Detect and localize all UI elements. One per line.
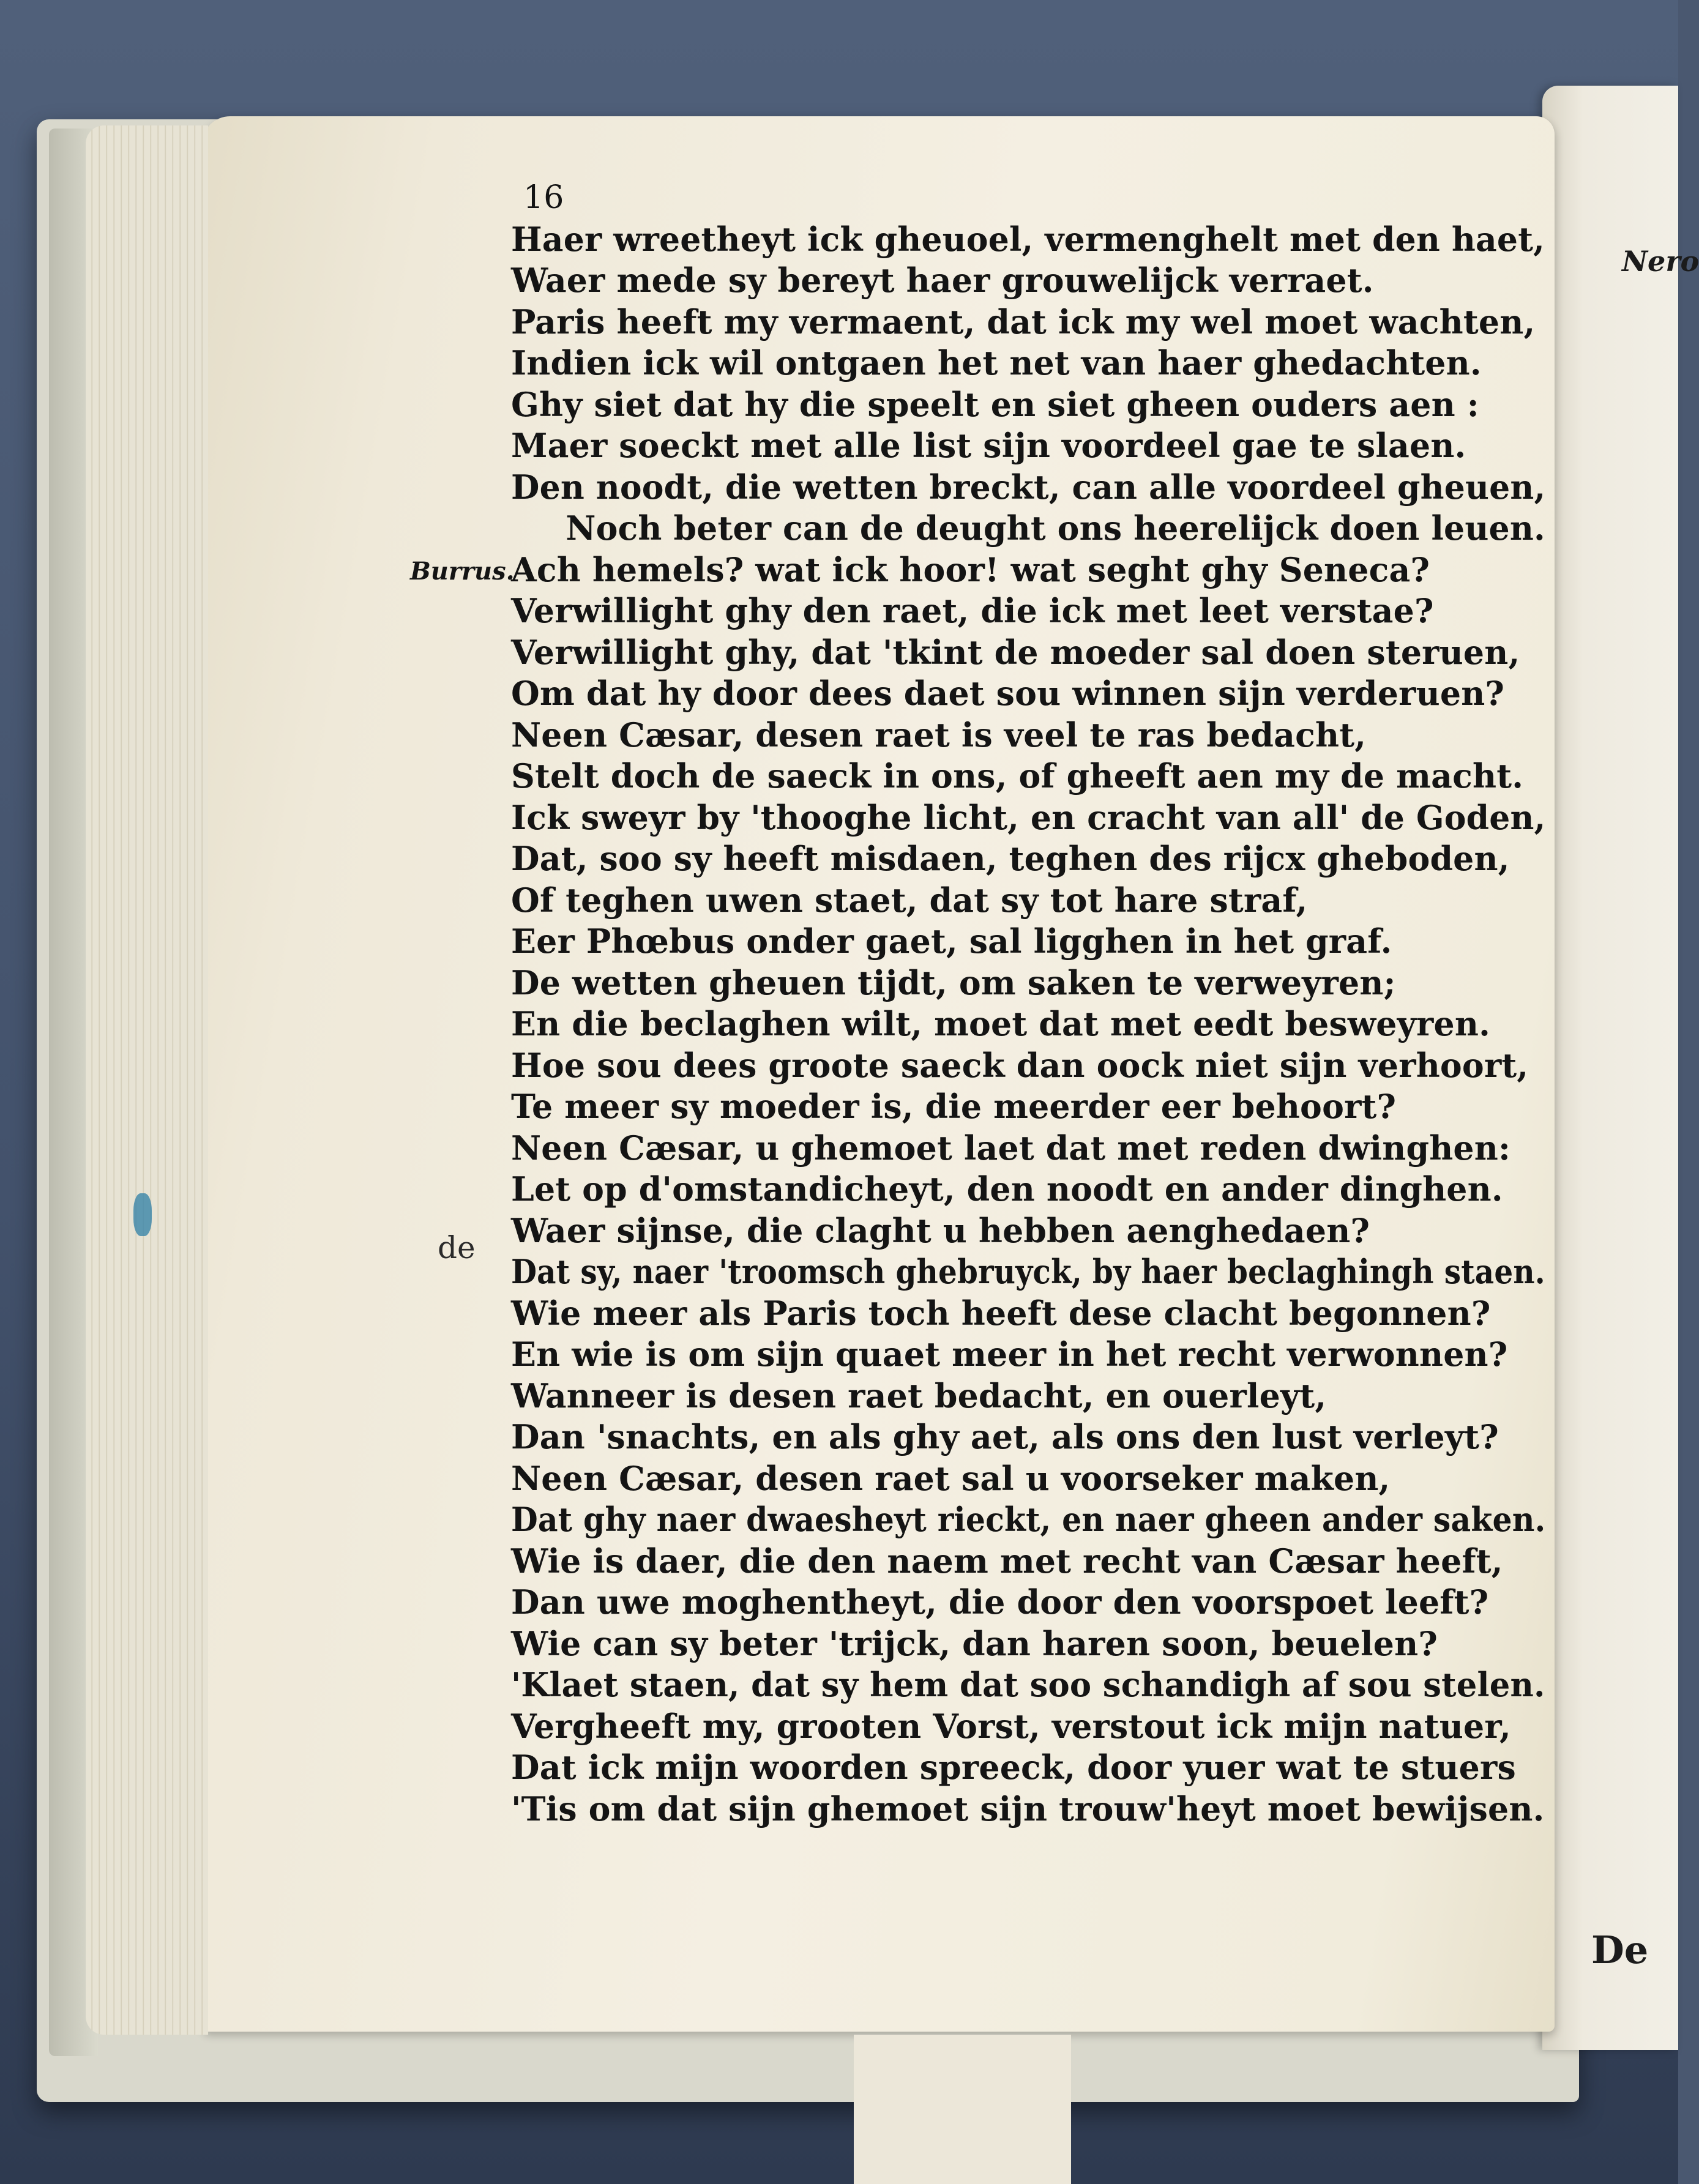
verse-line: Te meer sy moeder is, die meerder eer behoort? <box>511 1087 1397 1126</box>
verse-line: En wie is om sijn quaet meer in het recht verwonnen? <box>511 1335 1508 1374</box>
verse-line: Paris heeft my vermaent, dat ick my wel moet wachten, <box>511 302 1536 341</box>
verse-line: De wetten gheuen tijdt, om saken te verweyren; <box>511 963 1396 1002</box>
verse-line: En die beclaghen wilt, moet dat met eedt besweyren. <box>511 1004 1490 1043</box>
ink-stain <box>133 1193 152 1236</box>
verse-line: Maer soeckt met alle list sijn voordeel gae te slaen. <box>511 426 1466 465</box>
verse-line: Stelt doch de saeck in ons, of gheeft aen my de macht. <box>511 756 1524 796</box>
verse-line: Noch beter can de deught ons heerelijck doen leuen. <box>566 509 1545 548</box>
verse-line: Ach hemels? wat ick hoor! wat seght ghy Seneca? <box>511 550 1430 589</box>
verse-line: Wie is daer, die den naem met recht van Cæsar heeft, <box>511 1541 1503 1581</box>
verse-text-block <box>511 177 1552 1830</box>
verse-line: Wanneer is desen raet bedacht, en ouerleyt, <box>511 1376 1327 1415</box>
verse-line: Waer sijnse, die claght u hebben aenghedaen? <box>511 1210 1370 1250</box>
facing-catchword: De <box>1591 1928 1649 1972</box>
verse-line: Neen Cæsar, desen raet is veel te ras bedacht, <box>511 715 1367 755</box>
page-number: 16 <box>523 179 564 216</box>
verse-line: 'Klaet staen, dat sy hem dat soo schandigh af sou stelen. <box>511 1665 1545 1704</box>
bottom-paper-tab <box>854 2035 1071 2184</box>
verse-line: Den noodt, die wetten breckt, can alle voordeel gheuen, <box>511 467 1546 507</box>
verse-line: Wie can sy beter 'trijck, dan haren soon, beuelen? <box>511 1623 1438 1663</box>
verse-line: Dat sy, naer 'troomsch ghebruyck, by haer beclaghingh staen. <box>511 1252 1545 1291</box>
verse-line: Ick sweyr by 'thooghe licht, en cracht van all' de Goden, <box>511 797 1546 837</box>
verse-line: Verwillight ghy, dat 'tkint de moeder sal doen steruen, <box>511 632 1520 672</box>
verse-line: 'Tis om dat sijn ghemoet sijn trouw'heyt moet bewijsen. <box>511 1789 1545 1828</box>
speaker-label: Burrus. <box>410 557 515 586</box>
verse-line: Of teghen uwen staet, dat sy tot hare straf, <box>511 880 1308 920</box>
page-block-edges <box>86 125 208 2035</box>
verse-line: Eer Phœbus onder gaet, sal ligghen in het graf. <box>511 922 1392 961</box>
verse-line: Vergheeft my, grooten Vorst, verstout ick mijn natuer, <box>511 1706 1511 1746</box>
verse-line: Om dat hy door dees daet sou winnen sijn verderuen? <box>511 674 1505 713</box>
margin-note: de <box>438 1230 476 1265</box>
verse-line: Dan 'snachts, en als ghy aet, als ons den lust verleyt? <box>511 1417 1499 1456</box>
verse-line: Ghy siet dat hy die speelt en siet gheen ouders aen : <box>511 384 1479 424</box>
verse-line: Let op d'omstandicheyt, den noodt en ander dinghen. <box>511 1169 1503 1209</box>
facing-page <box>1542 86 1678 2050</box>
verse-line: Waer mede sy bereyt haer grouwelijck verraet. <box>511 261 1374 300</box>
verse-line: Verwillight ghy den raet, die ick met leet verstae? <box>511 591 1434 630</box>
verse-line: Haer wreetheyt ick gheuoel, vermenghelt met den haet, <box>511 219 1545 259</box>
verse-line: Dat ghy naer dwaesheyt rieckt, en naer gheen ander saken. <box>511 1500 1546 1539</box>
verse-line: Dan uwe moghentheyt, die door den voorspoet leeft? <box>511 1582 1489 1622</box>
facing-running-head: Nero <box>1622 245 1699 278</box>
verse-line: Dat ick mijn woorden spreeck, door yuer wat te stuers <box>511 1748 1516 1787</box>
verse-line: Neen Cæsar, desen raet sal u voorseker maken, <box>511 1458 1391 1498</box>
verse-line: Neen Cæsar, u ghemoet laet dat met reden dwinghen: <box>511 1128 1511 1168</box>
verse-line: Wie meer als Paris toch heeft dese clacht begonnen? <box>511 1293 1491 1333</box>
verse-line: Dat, soo sy heeft misdaen, teghen des rijcx gheboden, <box>511 839 1510 878</box>
verse-line: Hoe sou dees groote saeck dan oock niet sijn verhoort, <box>511 1045 1529 1085</box>
verse-line: Indien ick wil ontgaen het net van haer ghedachten. <box>511 343 1482 382</box>
